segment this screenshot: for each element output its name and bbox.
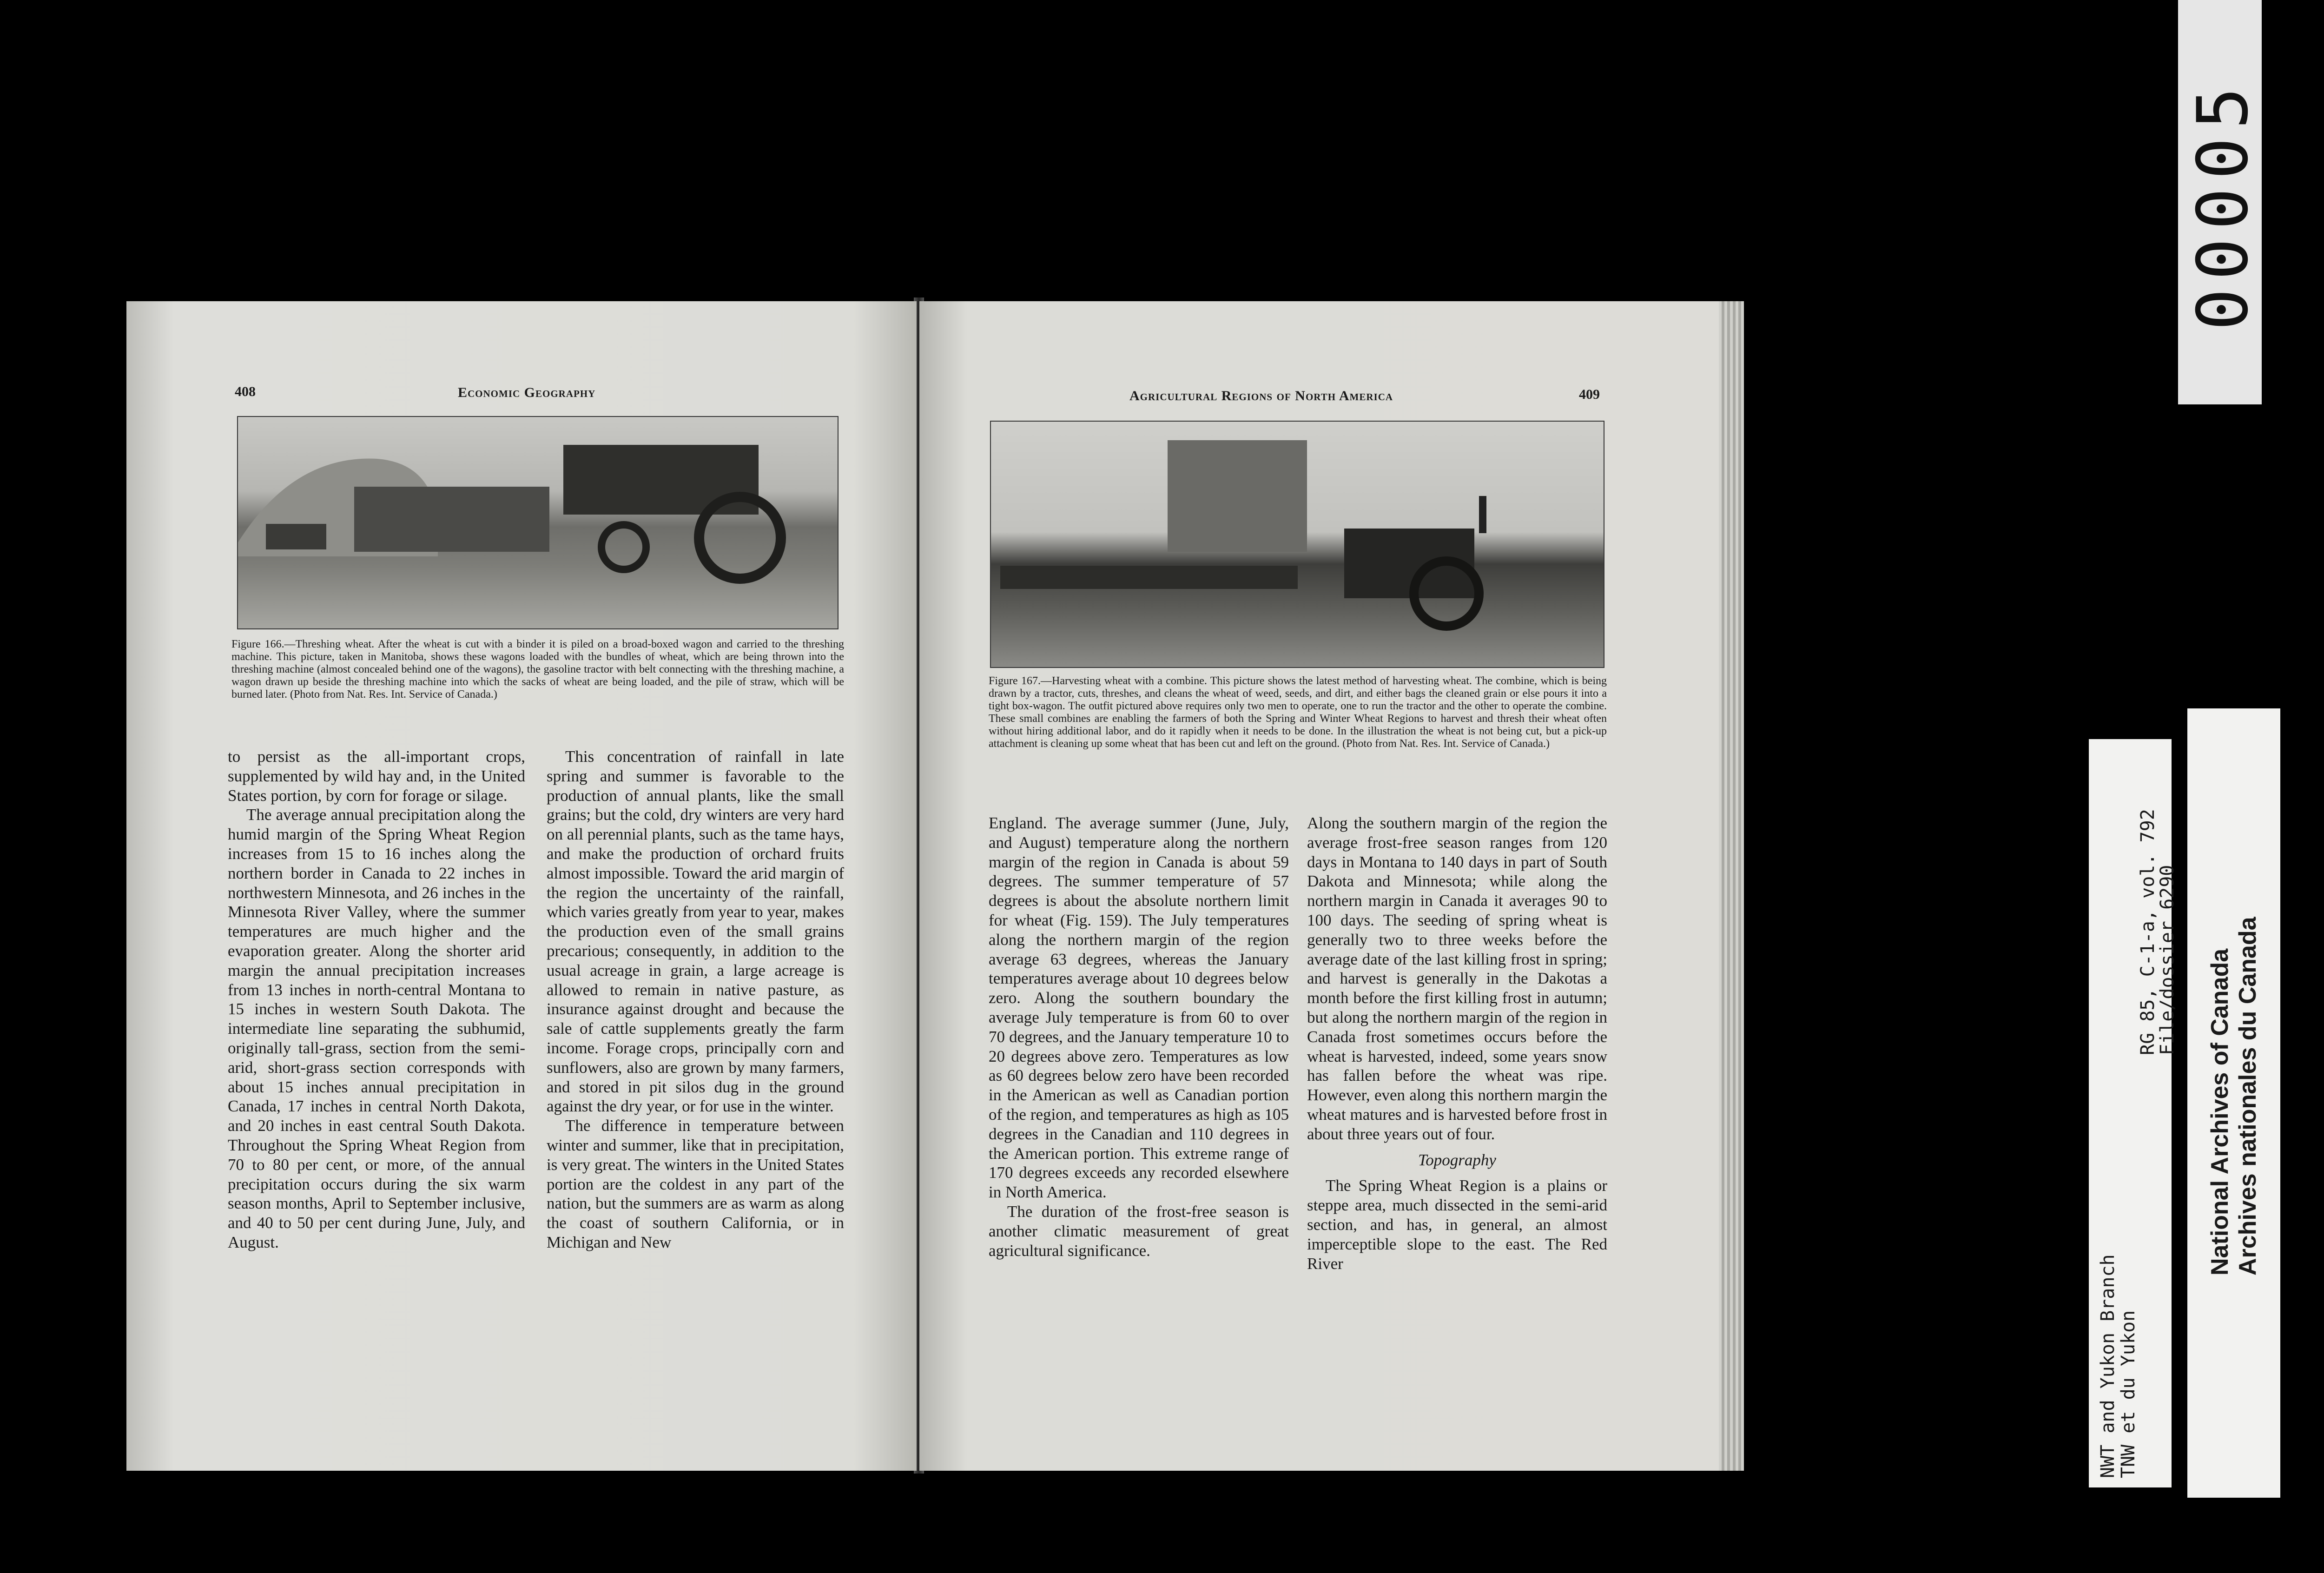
national-archives-label bbox=[2187, 708, 2280, 1498]
archive-name-french: Archives nationales du Canada bbox=[2234, 917, 2261, 1276]
left-page-column-1 bbox=[228, 747, 525, 1252]
right-page-column-2 bbox=[1307, 813, 1607, 1273]
reference-line-2: File/dossier 6290 bbox=[2157, 865, 2178, 1055]
paragraph: to persist as the all-important crops, supplemented by wild hay and, in the United States portion, by corn for forage or silage. bbox=[228, 747, 525, 805]
branch-line-2: TNW et du Yukon bbox=[2118, 1310, 2139, 1478]
figure-166-photo bbox=[237, 416, 838, 629]
page-number-left: 408 bbox=[235, 384, 256, 399]
section-heading-topography: Topography bbox=[1418, 1150, 1496, 1169]
figure-167-photo bbox=[990, 421, 1604, 668]
paragraph: The duration of the frost-free season is another climatic measurement of great agricultural significance. bbox=[989, 1202, 1289, 1260]
paragraph: The difference in temperature between winter and summer, like that in precipitation, is very great. The winters in the United States portion are the coldest in any part of the nation, but the summers are as warm as along the coast of southern California, or in Michigan and New bbox=[547, 1117, 844, 1251]
reference-line-1: RG 85, C-1-a, vol. 792 bbox=[2137, 809, 2159, 1055]
right-page-column-1 bbox=[989, 813, 1289, 1260]
page-number-right: 409 bbox=[1579, 387, 1600, 402]
archive-name-english: National Archives of Canada bbox=[2206, 948, 2233, 1276]
paragraph: The average annual precipitation along the humid margin of the Spring Wheat Region increases from 15 to 16 inches along the northern border in Canada to 22 inches in northwestern Minnesota, and 26 inches in the Minnesota River Valley, where the summer temperatures are much higher and the evaporation greater. Along the shorter arid margin the annual precipitation increases from 13 inches in north-central Montana to 15 inches in western South Dakota. The intermediate line separating the subhumid, originally tall-grass, section from the semi-arid, short-grass section corresponds with about 15 inches annual precipitation in Canada, 17 inches in central North Dakota, and 20 inches in east central South Dakota. Throughout the Spring Wheat Region from 70 to 80 per cent, or more, of the annual precipitation occurs during the six warm season months, April to September inclusive, and 40 to 50 per cent during June, July, and August. bbox=[228, 806, 525, 1251]
paragraph: The Spring Wheat Region is a plains or steppe area, much dissected in the semi-arid section, and has, in general, an almost imperceptible slope to the east. The Red River bbox=[1307, 1176, 1607, 1273]
branch-line-1: NWT and Yukon Branch bbox=[2097, 1254, 2119, 1478]
frame-number: 00005 bbox=[2183, 79, 2264, 330]
figure-166-caption: Figure 166.—Threshing wheat. After the wheat is cut with a binder it is piled on a broad-boxed wagon and carried to the threshing machine. This picture, taken in Manitoba, shows these wagons loaded with the bundles of wheat, which are being thrown into the threshing machine (almost concealed behind one of the wagons), the gasoline tractor with belt connecting with the threshing machine, a wagon drawn up beside the threshing machine into which the sacks of wheat are being loaded, and the pile of straw, which will be burned later. (Photo from Nat. Res. Int. Service of Canada.) bbox=[231, 638, 844, 701]
file-reference-label bbox=[2089, 739, 2178, 1487]
frame-number-badge bbox=[2178, 0, 2262, 404]
left-page-column-2 bbox=[547, 747, 844, 1252]
paragraph: This concentration of rainfall in late spring and summer is favorable to the production of annual plants, like the small grains; but the cold, dry winters are very hard on all perennial plants, such as the tame hays, and make the production of orchard fruits almost impossible. Toward the arid margin of the region the uncertainty of the rainfall, which varies greatly from year to year, makes the production even of the small grains precarious; consequently, in addition to the usual acreage in grain, a large acreage is allowed to remain in native pasture, as insurance against drought and because the sale of cattle supplements greatly the farm income. Forage crops, principally corn and sunflowers, also are grown by many farmers, and stored in pit silos dug in the ground against the dry year, or for use in the winter. bbox=[547, 747, 844, 1116]
paragraph: England. The average summer (June, July, and August) temperature along the northern margin of the region in Canada is about 59 degrees. The summer temperature of 57 degrees is about the absolute northern limit for wheat (Fig. 159). The July temperatures along the northern margin of the region average 63 degrees, whereas the January temperatures average about 10 degrees below zero. Along the southern boundary the average July temperature is from 60 to over 70 degrees, and the January temperature 10 to 20 degrees above zero. Temperatures as low as 60 degrees below zero have been recorded in the American as well as Canadian portion of the region, and temperatures as high as 105 degrees in the Canadian and 110 degrees in the American portion. This extreme range of 170 degrees exceeds any recorded elsewhere in North America. bbox=[989, 814, 1289, 1202]
running-head-left: Economic Geography bbox=[458, 385, 596, 400]
paragraph: Along the southern margin of the region the average frost-free season ranges from 120 days in Montana to 140 days in part of South Dakota and Minnesota; while along the northern margin in Canada it averages 90 to 100 days. The seeding of spring wheat is generally two to three weeks before the average date of the last killing frost in spring; and harvest is generally in the Dakotas a month before the first killing frost in autumn; but along the northern margin of the region in Canada frost sometimes occurs before the wheat is harvested, indeed, some years snow has fallen before the wheat was ripe. However, even along this northern margin the wheat matures and is harvested before frost in about three years out of four. bbox=[1307, 814, 1607, 1143]
running-head-right: Agricultural Regions of North America bbox=[1129, 388, 1393, 403]
figure-167-caption: Figure 167.—Harvesting wheat with a combine. This picture shows the latest method of harvesting wheat. The combine, which is being drawn by a tractor, cuts, threshes, and cleans the wheat of weed, seeds, and dirt, and either bags the cleaned grain or else pours it into a tight box-wagon. The outfit pictured above requires only two men to operate, one to run the tractor and the other to operate the combine. These small combines are enabling the farmers of both the Spring and Winter Wheat Regions to harvest and thresh their wheat often without hiring additional labor, and do it rapidly when it needs to be done. In the illustration the wheat is not being cut, but a pick-up attachment is cleaning up some wheat that has been cut and left on the ground. (Photo from Nat. Res. Int. Service of Canada.) bbox=[989, 675, 1607, 750]
